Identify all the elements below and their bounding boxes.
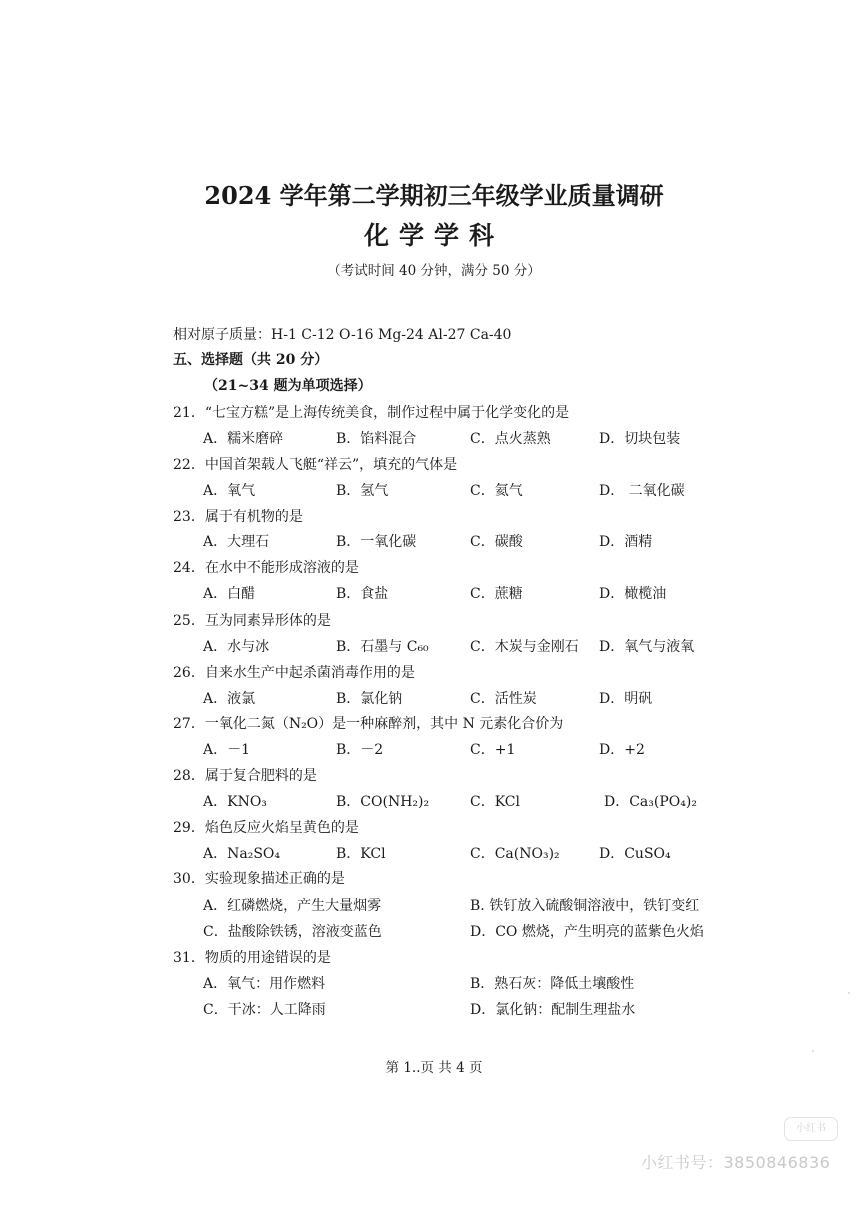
option-22a: A．氧气	[203, 483, 256, 499]
option-22b: B．氢气	[336, 483, 389, 499]
scan-speck	[812, 1050, 814, 1052]
option-30d: D．CO 燃烧，产生明亮的蓝紫色火焰	[470, 924, 704, 940]
option-23b: B．一氧化碳	[336, 534, 417, 550]
option-23c: C．碳酸	[470, 534, 523, 550]
option-29c: C．Ca(NO₃)₂	[470, 846, 560, 862]
subject-title: 化学学科	[363, 221, 504, 250]
watermark-text: 小红书号：3850846836	[641, 1153, 831, 1172]
question-23: 23．属于有机物的是	[173, 509, 303, 525]
option-29b: B．KCl	[336, 846, 386, 862]
option-25b: B．石墨与 C₆₀	[336, 639, 429, 655]
option-21c: C．点火蒸熟	[470, 431, 551, 447]
option-26c: C．活性炭	[470, 691, 537, 707]
option-31a: A．氧气：用作燃料	[203, 976, 326, 992]
option-21a: A．糯米磨碎	[203, 431, 284, 447]
question-26: 26．自来水生产中起杀菌消毒作用的是	[173, 665, 415, 681]
option-26b: B．氯化钠	[336, 691, 403, 707]
option-24c: C．蔗糖	[470, 586, 523, 602]
watermark-logo: 小红书	[784, 1117, 838, 1141]
question-29: 29．焰色反应火焰呈黄色的是	[173, 820, 359, 836]
option-25d: D．氧气与液氧	[599, 639, 695, 655]
section-title: 五、选择题（共 20 分）	[173, 352, 329, 368]
exam-time-note: （考试时间 40 分钟，满分 50 分）	[327, 263, 541, 279]
option-25c: C．木炭与金刚石	[470, 639, 579, 655]
option-25a: A．水与冰	[203, 639, 270, 655]
option-27c: C．+1	[470, 742, 516, 758]
option-30c: C．盐酸除铁锈，溶液变蓝色	[203, 924, 382, 940]
question-24: 24．在水中不能形成溶液的是	[173, 560, 359, 576]
option-30a: A．红磷燃烧，产生大量烟雾	[203, 898, 382, 914]
scan-speck	[848, 992, 850, 994]
option-21d: D．切块包装	[599, 431, 681, 447]
option-26d: D．明矾	[599, 691, 653, 707]
option-24b: B．食盐	[336, 586, 389, 602]
question-27: 27．一氧化二氮（N₂O）是一种麻醉剂，其中 N 元素化合价为	[173, 716, 564, 732]
option-31b: B．熟石灰：降低土壤酸性	[470, 976, 635, 992]
option-30b: B. 铁钉放入硫酸铜溶液中，铁钉变红	[470, 898, 700, 914]
atomic-masses: 相对原子质量：H-1 C-12 O-16 Mg-24 Al-27 Ca-40	[173, 327, 512, 343]
option-23d: D．酒精	[599, 534, 653, 550]
section-note: （21~34 题为单项选择）	[204, 378, 372, 394]
question-30: 30．实验现象描述正确的是	[173, 871, 345, 887]
question-25: 25．互为同素异形体的是	[173, 613, 331, 629]
option-31d: D．氯化钠：配制生理盐水	[470, 1002, 636, 1018]
question-28: 28．属于复合肥料的是	[173, 768, 317, 784]
option-29a: A．Na₂SO₄	[203, 846, 280, 862]
option-28d: D．Ca₃(PO₄)₂	[604, 794, 697, 810]
option-21b: B．馅料混合	[336, 431, 417, 447]
option-22d: D． 二氧化碳	[599, 483, 685, 499]
question-21: 21．“七宝方糕”是上海传统美食，制作过程中属于化学变化的是	[173, 405, 570, 421]
option-28a: A．KNO₃	[203, 794, 267, 810]
option-27a: A．－1	[203, 742, 251, 758]
option-28c: C．KCl	[470, 794, 520, 810]
option-31c: C．干冰：人工降雨	[203, 1002, 326, 1018]
option-24d: D．橄榄油	[599, 586, 667, 602]
option-22c: C．氦气	[470, 483, 523, 499]
page-number: 第 1..页 共 4 页	[385, 1060, 483, 1076]
option-26a: A．液氯	[203, 691, 256, 707]
option-28b: B．CO(NH₂)₂	[336, 794, 430, 810]
question-31: 31．物质的用途错误的是	[173, 950, 331, 966]
option-27b: B．－2	[336, 742, 384, 758]
option-23a: A．大理石	[203, 534, 270, 550]
option-27d: D．+2	[599, 742, 645, 758]
option-29d: D．CuSO₄	[599, 846, 671, 862]
option-24a: A．白醋	[203, 586, 256, 602]
question-22: 22．中国首架载人飞艇“祥云”，填充的气体是	[173, 457, 458, 473]
exam-title: 2024 学年第二学期初三年级学业质量调研	[204, 181, 664, 210]
